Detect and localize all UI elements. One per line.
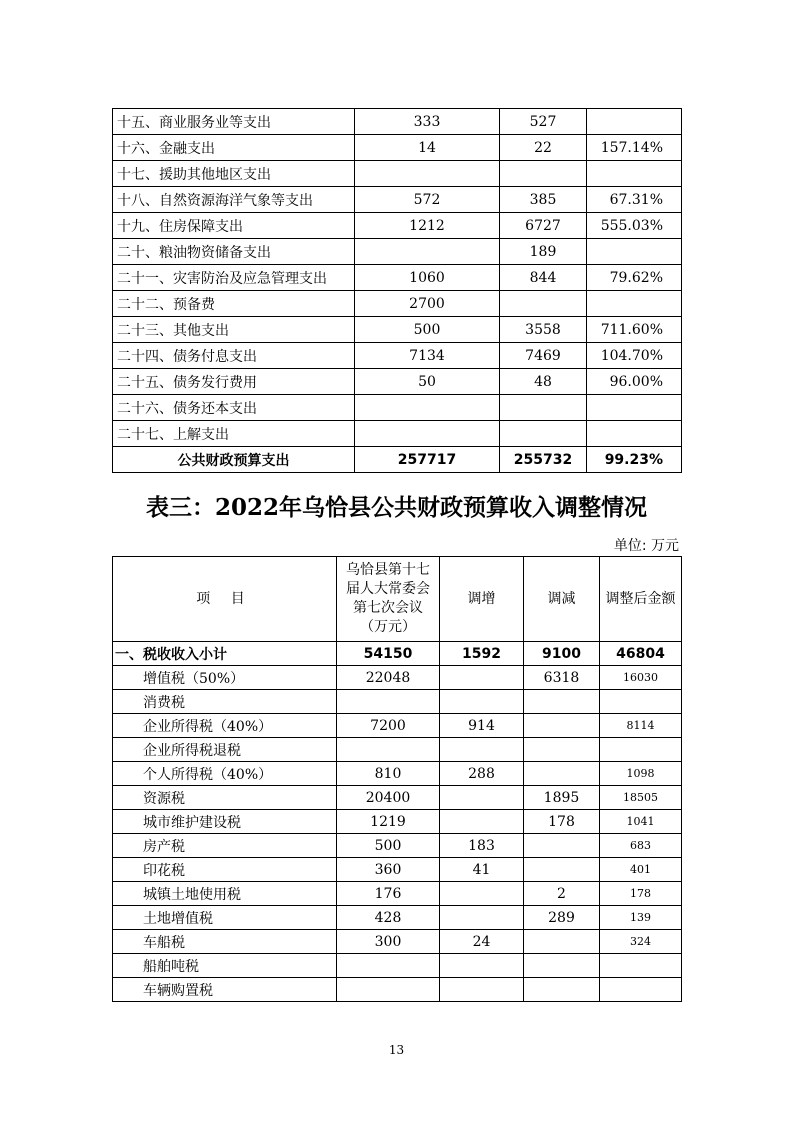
table-row [113,343,682,369]
row-budget: 7134 [355,343,500,369]
row-increase [440,810,524,834]
row-item: 城市维护建设税 [113,810,337,834]
table-row [113,369,682,395]
row-actual: 3558 [500,317,587,343]
row-item: 车辆购置税 [113,978,337,1002]
table-row [113,738,682,762]
row-decrease [524,714,600,738]
row-original [337,978,440,1002]
table-row [113,666,682,690]
row-pct [587,161,682,187]
table-row [113,317,682,343]
row-decrease [524,762,600,786]
table-row [113,239,682,265]
row-actual: 189 [500,239,587,265]
row-adjusted: 401 [600,858,682,882]
row-decrease [524,930,600,954]
total-pct: 99.23% [587,447,682,473]
table-row [113,882,682,906]
row-item: 资源税 [113,786,337,810]
row-adjusted: 18505 [600,786,682,810]
row-pct: 96.00% [587,369,682,395]
row-decrease [524,834,600,858]
row-adjusted: 8114 [600,714,682,738]
row-item: 增值税（50%） [113,666,337,690]
row-pct [587,291,682,317]
row-actual: 844 [500,265,587,291]
row-item: 船舶吨税 [113,954,337,978]
expenditure-table [112,108,682,473]
subtotal-increase: 1592 [440,642,524,666]
row-original: 1219 [337,810,440,834]
row-adjusted [600,954,682,978]
row-increase: 914 [440,714,524,738]
row-item: 房产税 [113,834,337,858]
row-actual: 6727 [500,213,587,239]
row-original: 22048 [337,666,440,690]
row-original: 7200 [337,714,440,738]
row-budget [355,421,500,447]
row-pct [587,421,682,447]
row-decrease: 2 [524,882,600,906]
table-row [113,762,682,786]
table-row [113,291,682,317]
row-original [337,954,440,978]
row-adjusted: 683 [600,834,682,858]
row-adjusted: 178 [600,882,682,906]
row-increase [440,954,524,978]
row-budget [355,161,500,187]
table3-title: 表三：2022年乌恰县公共财政预算收入调整情况 [145,494,647,521]
row-original: 810 [337,762,440,786]
row-actual: 385 [500,187,587,213]
row-original: 428 [337,906,440,930]
row-actual [500,291,587,317]
row-adjusted [600,738,682,762]
table-row [113,109,682,135]
table-row [113,187,682,213]
row-increase: 41 [440,858,524,882]
row-actual [500,395,587,421]
row-budget: 50 [355,369,500,395]
row-actual: 527 [500,109,587,135]
row-item: 十八、自然资源海洋气象等支出 [113,187,355,213]
row-item: 二十一、灾害防治及应急管理支出 [113,265,355,291]
row-increase [440,882,524,906]
row-budget: 1060 [355,265,500,291]
row-decrease: 6318 [524,666,600,690]
row-item: 二十二、预备费 [113,291,355,317]
total-item: 公共财政预算支出 [113,447,355,473]
row-budget: 572 [355,187,500,213]
table-row [113,213,682,239]
row-budget: 333 [355,109,500,135]
row-budget: 14 [355,135,500,161]
row-budget [355,395,500,421]
row-actual [500,421,587,447]
row-budget: 1212 [355,213,500,239]
row-item: 十七、援助其他地区支出 [113,161,355,187]
subtotal-row [113,642,682,666]
row-decrease [524,690,600,714]
row-adjusted: 139 [600,906,682,930]
row-item: 十六、金融支出 [113,135,355,161]
row-actual: 7469 [500,343,587,369]
row-item: 企业所得税退税 [113,738,337,762]
row-adjusted: 1041 [600,810,682,834]
row-budget [355,239,500,265]
row-original [337,690,440,714]
row-pct: 79.62% [587,265,682,291]
row-item: 二十、粮油物资储备支出 [113,239,355,265]
row-item: 二十七、上解支出 [113,421,355,447]
row-pct: 555.03% [587,213,682,239]
row-original: 300 [337,930,440,954]
row-pct [587,109,682,135]
row-increase: 183 [440,834,524,858]
table-row [113,906,682,930]
row-item: 消费税 [113,690,337,714]
row-item: 车船税 [113,930,337,954]
table-header-row [113,557,682,642]
table-row [113,135,682,161]
row-item: 印花税 [113,858,337,882]
table-row [113,395,682,421]
total-row [113,447,682,473]
row-actual: 48 [500,369,587,395]
subtotal-adjusted: 46804 [600,642,682,666]
row-item: 二十五、债务发行费用 [113,369,355,395]
row-item: 城镇土地使用税 [113,882,337,906]
table-row [113,161,682,187]
header-increase: 调增 [440,557,524,642]
subtotal-original: 54150 [337,642,440,666]
table-row [113,954,682,978]
row-decrease [524,738,600,762]
row-pct: 104.70% [587,343,682,369]
table-row [113,978,682,1002]
row-adjusted: 1098 [600,762,682,786]
header-decrease: 调减 [524,557,600,642]
row-increase: 288 [440,762,524,786]
unit-label: 单位: 万元 [613,538,679,554]
row-original [337,738,440,762]
row-budget: 2700 [355,291,500,317]
header-item: 项 目 [113,557,337,642]
table-row [113,834,682,858]
row-pct: 157.14% [587,135,682,161]
row-decrease [524,954,600,978]
row-pct: 67.31% [587,187,682,213]
row-decrease [524,858,600,882]
row-item: 二十四、债务付息支出 [113,343,355,369]
row-original: 360 [337,858,440,882]
row-pct [587,239,682,265]
total-budget: 257717 [355,447,500,473]
table-row [113,858,682,882]
table-row [113,421,682,447]
subtotal-decrease: 9100 [524,642,600,666]
table-row [113,786,682,810]
row-original: 176 [337,882,440,906]
row-increase [440,738,524,762]
row-decrease [524,978,600,1002]
row-increase [440,666,524,690]
row-item: 个人所得税（40%） [113,762,337,786]
table-row [113,265,682,291]
row-item: 十九、住房保障支出 [113,213,355,239]
row-decrease: 289 [524,906,600,930]
table-row [113,810,682,834]
total-actual: 255732 [500,447,587,473]
subtotal-item: 一、税收收入小计 [113,642,337,666]
row-actual: 22 [500,135,587,161]
row-pct: 711.60% [587,317,682,343]
row-item: 土地增值税 [113,906,337,930]
row-budget: 500 [355,317,500,343]
page-number: 13 [388,1043,405,1057]
row-item: 十五、商业服务业等支出 [113,109,355,135]
row-adjusted [600,978,682,1002]
row-item: 二十三、其他支出 [113,317,355,343]
row-item: 企业所得税（40%） [113,714,337,738]
table-row [113,714,682,738]
row-adjusted: 16030 [600,666,682,690]
row-increase: 24 [440,930,524,954]
revenue-adjustment-table [112,556,682,1002]
row-adjusted [600,690,682,714]
row-decrease: 178 [524,810,600,834]
row-actual [500,161,587,187]
row-item: 二十六、债务还本支出 [113,395,355,421]
row-increase [440,906,524,930]
row-decrease: 1895 [524,786,600,810]
table-row [113,690,682,714]
row-increase [440,978,524,1002]
header-adjusted: 调整后金额 [600,557,682,642]
row-increase [440,690,524,714]
header-original: 乌恰县第十七届人大常委会第七次会议（万元） [337,557,440,642]
row-increase [440,786,524,810]
row-original: 500 [337,834,440,858]
row-original: 20400 [337,786,440,810]
table-row [113,930,682,954]
row-pct [587,395,682,421]
row-adjusted: 324 [600,930,682,954]
